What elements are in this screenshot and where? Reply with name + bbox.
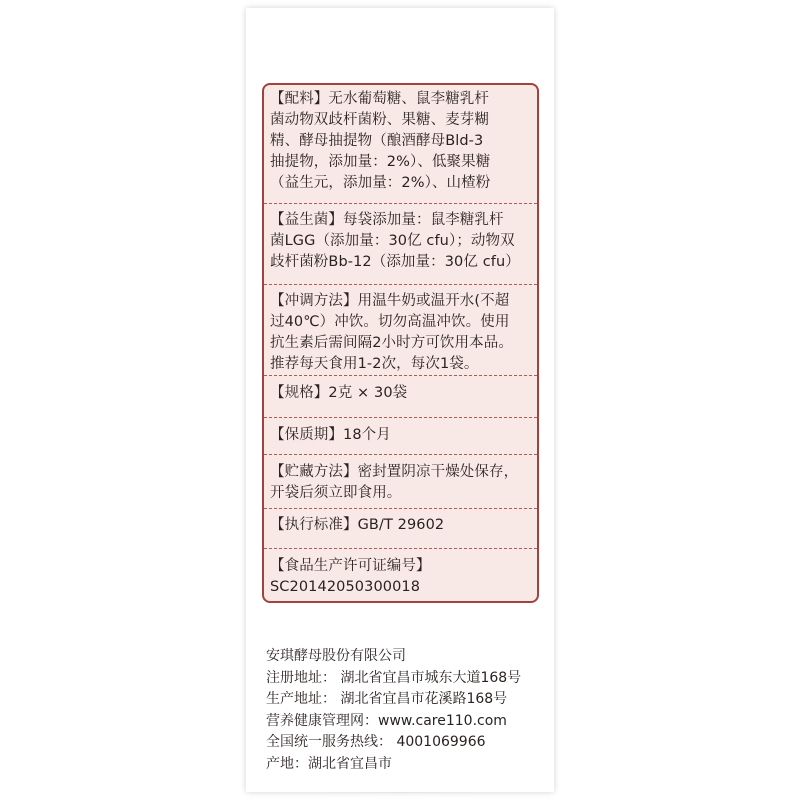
section-divider xyxy=(264,454,537,455)
probiotic-line: 菌LGG（添加量：30亿 cfu）；动物双 xyxy=(270,233,515,249)
ingredients-line: 精、酵母抽提物（酿酒酵母Bld-3 xyxy=(270,133,484,149)
license-label: 【食品生产许可证编号】 xyxy=(270,558,431,574)
ingredients-section xyxy=(264,89,537,194)
production-address: 生产地址： 湖北省宜昌市花溪路168号 xyxy=(266,691,508,707)
section-divider xyxy=(264,417,537,418)
ingredients-line: 【配料】无水葡萄糖、鼠李糖乳杆 xyxy=(270,91,489,107)
shelf-life-section xyxy=(264,425,537,446)
website: 营养健康管理网：www.care110.com xyxy=(266,712,507,729)
place-of-origin: 产地：湖北省宜昌市 xyxy=(266,755,392,772)
ingredients-panel xyxy=(262,83,539,603)
ingredients-line: 菌动物双歧杆菌粉、果糖、麦芽糊 xyxy=(270,112,489,128)
probiotic-line: 【益生菌】每袋添加量：鼠李糖乳杆 xyxy=(270,212,504,228)
method-line: 推荐每天食用1-2次，每次1袋。 xyxy=(270,356,479,372)
probiotic-section xyxy=(264,210,537,273)
method-line: 抗生素后需间隔2小时方可饮用本品。 xyxy=(270,335,513,351)
shelf-life-text: 【保质期】18个月 xyxy=(270,427,391,443)
company-info xyxy=(266,646,546,775)
method-line: 【冲调方法】用温牛奶或温开水(不超 xyxy=(270,293,510,309)
section-divider xyxy=(264,375,537,376)
storage-line: 开袋后须立即食用。 xyxy=(270,485,402,501)
section-divider xyxy=(264,508,537,509)
specification-section xyxy=(264,383,537,404)
ingredients-line: （益生元，添加量：2%）、山楂粉 xyxy=(270,175,491,191)
license-section xyxy=(264,556,537,598)
standard-section xyxy=(264,515,537,536)
section-divider xyxy=(264,203,537,204)
license-number: SC20142050300018 xyxy=(270,579,421,595)
probiotic-line: 歧杆菌粉Bb-12（添加量：30亿 cfu） xyxy=(270,254,520,270)
specification-text: 【规格】2克 × 30袋 xyxy=(270,385,408,401)
method-line: 过40℃）冲饮。切勿高温冲饮。使用 xyxy=(270,314,510,330)
registered-address: 注册地址： 湖北省宜昌市城东大道168号 xyxy=(266,669,522,686)
preparation-method-section xyxy=(264,291,537,375)
section-divider xyxy=(264,548,537,549)
storage-section xyxy=(264,462,537,504)
storage-line: 【贮藏方法】密封置阴凉干燥处保存， xyxy=(270,464,519,480)
section-divider xyxy=(264,284,537,285)
standard-text: 【执行标准】GB/T 29602 xyxy=(270,517,445,533)
ingredients-line: 抽提物，添加量：2%）、低聚果糖 xyxy=(270,154,491,170)
company-name: 安琪酵母股份有限公司 xyxy=(266,648,406,664)
service-hotline: 全国统一服务热线： 4001069966 xyxy=(266,734,486,750)
